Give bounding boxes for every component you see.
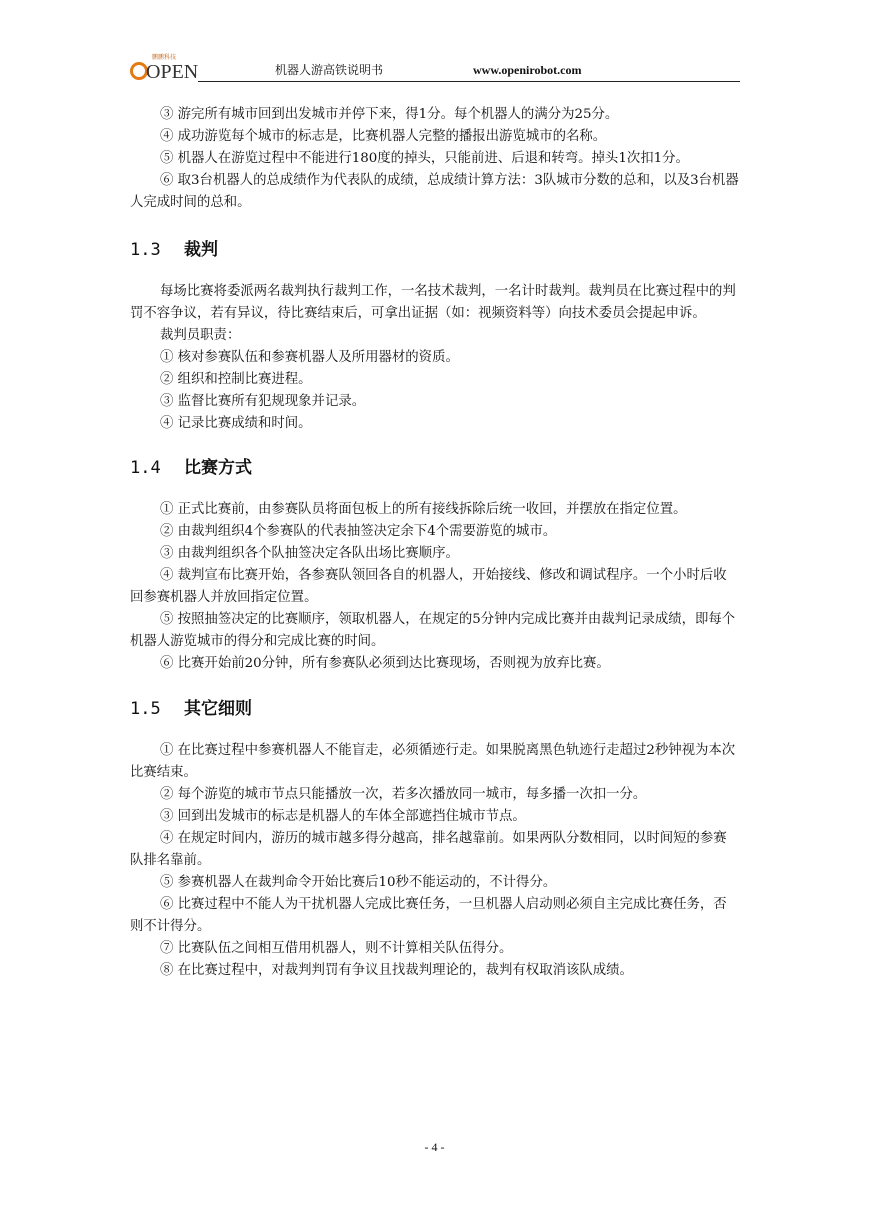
- list-item: ② 组织和控制比赛进程。: [160, 372, 312, 387]
- logo-subtext: 鹏鹏科技: [152, 54, 177, 61]
- intro-item: ⑤ 机器人在游览过程中不能进行180度的掉头，只能前进、后退和转弯。掉头1次扣1分。: [160, 151, 689, 166]
- section-title: 裁判: [184, 240, 218, 260]
- website-url: www.openirobot.com: [473, 63, 582, 77]
- duties-label: 裁判员职责：: [160, 328, 241, 343]
- list-item: ⑥ 比赛过程中不能人为干扰机器人完成比赛任务，一旦机器人启动则必须自主完成比赛任务，否则不计得分。: [130, 897, 727, 934]
- list-item: ⑧ 在比赛过程中，对裁判判罚有争议且找裁判理论的，裁判有权取消该队成绩。: [160, 963, 633, 978]
- section-title: 比赛方式: [184, 458, 252, 478]
- page-number: - 4 -: [424, 1140, 445, 1154]
- intro-item: ③ 游完所有城市回到出发城市并停下来，得1分。每个机器人的满分为25分。: [160, 107, 619, 122]
- list-item: ② 每个游览的城市节点只能播放一次，若多次播放同一城市，每多播一次扣一分。: [160, 787, 647, 802]
- intro-item: ⑥ 取3台机器人的总成绩作为代表队的成绩，总成绩计算方法：3队城市分数的总和，以及3台机器人完成时间的总和。: [130, 173, 739, 210]
- list-item: ③ 监督比赛所有犯规现象并记录。: [160, 394, 366, 409]
- list-item: ⑦ 比赛队伍之间相互借用机器人，则不计算相关队伍得分。: [160, 941, 513, 956]
- section-heading-referee: [130, 239, 740, 261]
- list-item: ② 由裁判组织4个参赛队的代表抽签决定余下4个需要游览的城市。: [160, 524, 557, 539]
- list-item: ⑤ 按照抽签决定的比赛顺序，领取机器人，在规定的5分钟内完成比赛并由裁判记录成绩，即每个机器人游览城市的得分和完成比赛的时间。: [130, 612, 736, 649]
- list-item: ③ 回到出发城市的标志是机器人的车体全部遮挡住城市节点。: [160, 809, 526, 824]
- document-title: 机器人游高铁说明书: [275, 63, 384, 77]
- intro-item: ④ 成功游览每个城市的标志是，比赛机器人完整的播报出游览城市的名称。: [160, 129, 607, 144]
- list-item: ④ 记录比赛成绩和时间。: [160, 416, 312, 431]
- logo-text: OPEN: [146, 61, 199, 83]
- list-item: ① 核对参赛队伍和参赛机器人及所用器材的资质。: [160, 350, 459, 365]
- list-item: ⑥ 比赛开始前20分钟，所有参赛队必须到达比赛现场，否则视为放弃比赛。: [160, 656, 610, 671]
- section-number: 1.5: [130, 699, 161, 719]
- page-content: [130, 104, 740, 982]
- page-header: [130, 54, 740, 84]
- section-title: 其它细则: [184, 699, 252, 719]
- section-heading-format: [130, 457, 740, 479]
- list-item: ① 正式比赛前，由参赛队员将面包板上的所有接线拆除后统一收回，并摆放在指定位置。: [160, 502, 687, 517]
- section-heading-rules: [130, 698, 740, 720]
- list-item: ⑤ 参赛机器人在裁判命令开始比赛后10秒不能运动的，不计得分。: [160, 875, 557, 890]
- list-item: ④ 在规定时间内，游历的城市越多得分越高，排名越靠前。如果两队分数相同，以时间短的参赛队排名靠前。: [130, 831, 727, 868]
- list-item: ④ 裁判宣布比赛开始，各参赛队领回各自的机器人，开始接线、修改和调试程序。一个小时后收回参赛机器人并放回指定位置。: [130, 568, 727, 605]
- section-paragraph: 每场比赛将委派两名裁判执行裁判工作，一名技术裁判，一名计时裁判。裁判员在比赛过程中的判罚不容争议，若有异议，待比赛结束后，可拿出证据（如：视频资料等）向技术委员会提起申诉。: [130, 284, 736, 321]
- list-item: ① 在比赛过程中参赛机器人不能盲走，必须循迹行走。如果脱离黑色轨迹行走超过2秒钟视为本次比赛结束。: [130, 743, 736, 780]
- section-number: 1.4: [130, 458, 161, 478]
- section-number: 1.3: [130, 240, 161, 260]
- list-item: ③ 由裁判组织各个队抽签决定各队出场比赛顺序。: [160, 546, 459, 561]
- header-divider: [198, 81, 740, 82]
- company-logo: [130, 54, 200, 84]
